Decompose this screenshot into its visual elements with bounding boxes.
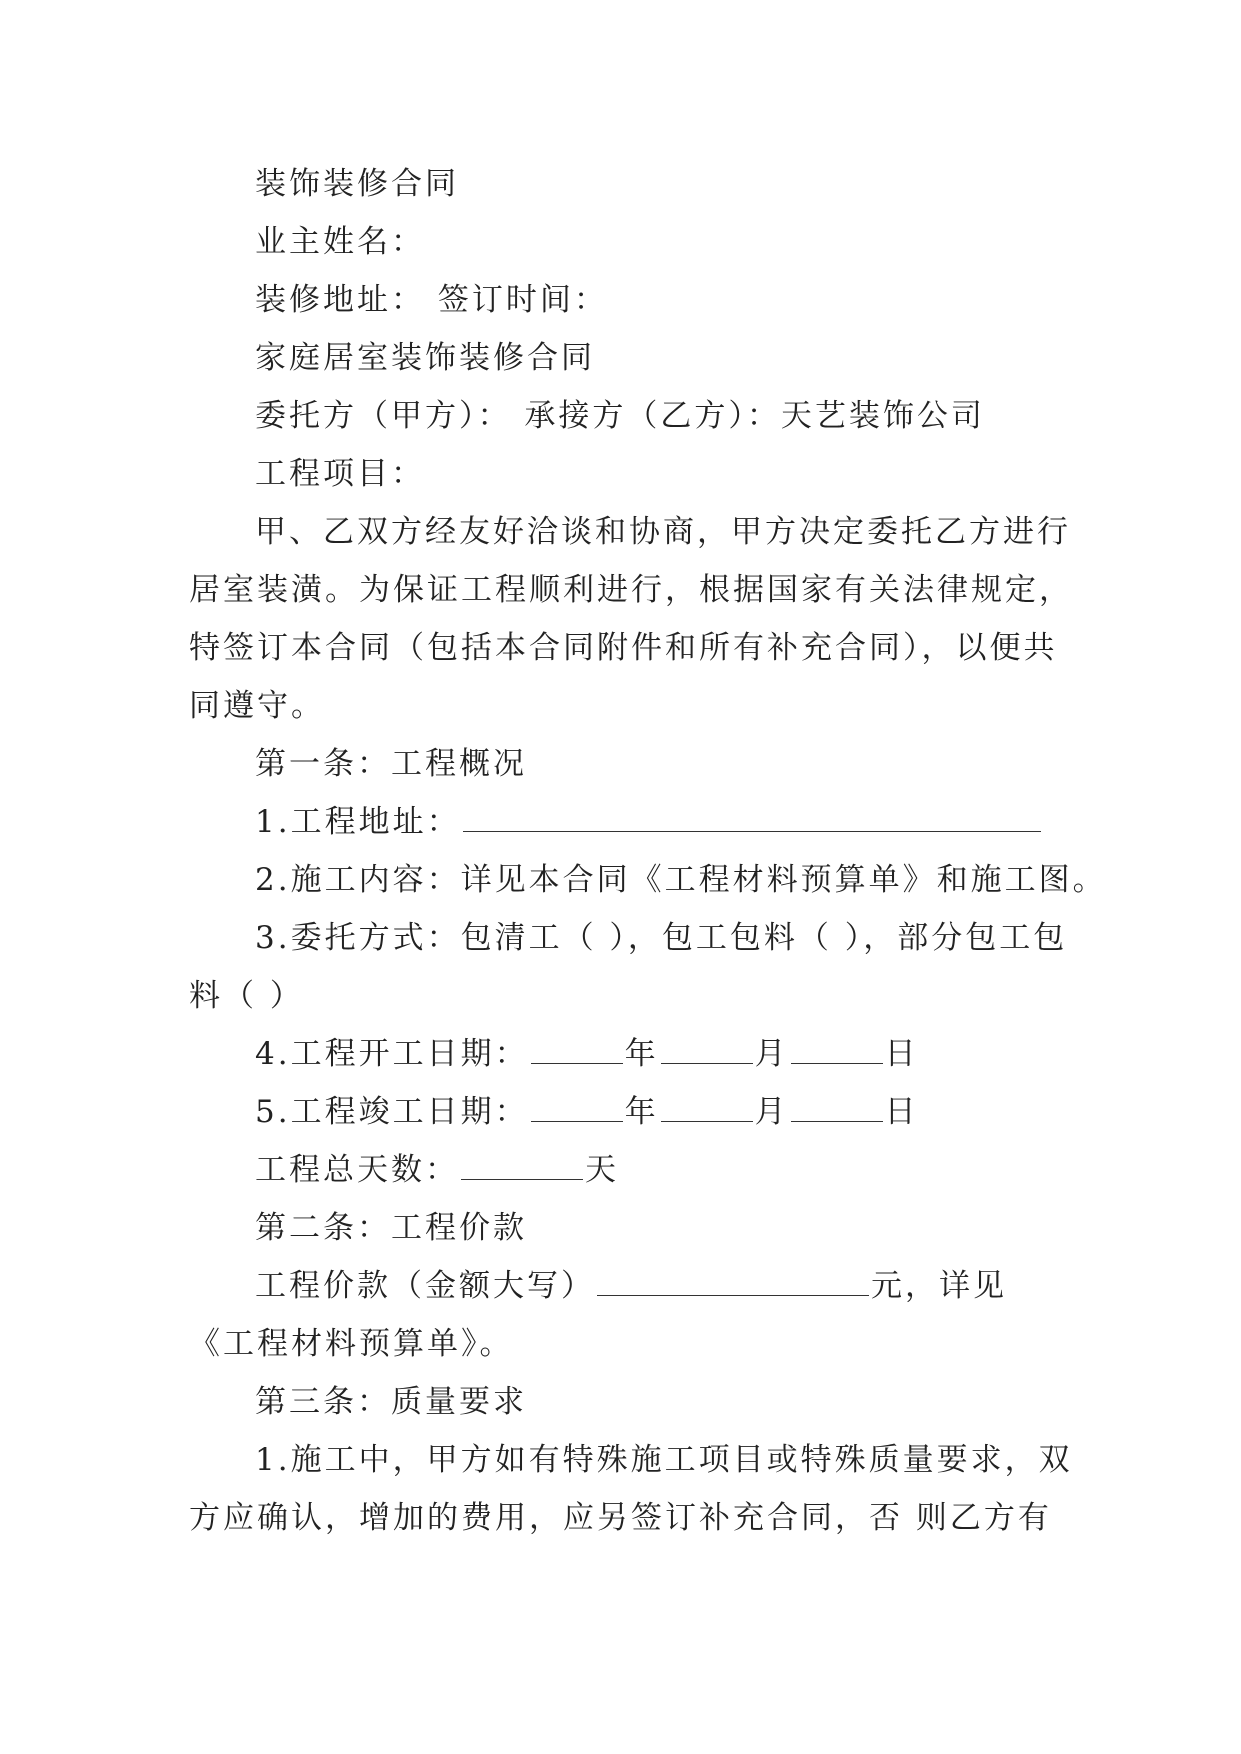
- intro-line-3: 特签订本合同（包括本合同附件和所有补充合同），以便共: [189, 630, 1058, 666]
- commission-method-line-1: 3.委托方式：包清工（ ），包工包料（ ），部分包工包: [255, 920, 1068, 956]
- start-date-line: [189, 1025, 1061, 1083]
- project-address-label: 1.工程地址：: [255, 804, 461, 840]
- start-year-blank: [531, 1033, 623, 1064]
- day-unit: 日: [884, 1094, 919, 1130]
- end-day-blank: [791, 1091, 883, 1122]
- end-date-line: [189, 1083, 1061, 1141]
- month-unit: 月: [754, 1094, 789, 1130]
- year-unit: 年: [624, 1094, 659, 1130]
- intro-line-4: 同遵守。: [189, 688, 325, 724]
- end-date-label: 5.工程竣工日期：: [255, 1094, 529, 1130]
- start-day-blank: [791, 1033, 883, 1064]
- contract-subtitle: 家庭居室装饰装修合同: [255, 340, 595, 376]
- parties-line: [189, 387, 1061, 445]
- intro-line-1: 甲、乙双方经友好洽谈和协商，甲方决定委托乙方进行: [255, 514, 1071, 550]
- quality-line-1: 1.施工中，甲方如有特殊施工项目或特殊质量要求，双: [255, 1442, 1073, 1478]
- party-a-label: 委托方（甲方）：: [255, 398, 512, 434]
- total-days-line: [189, 1141, 1061, 1199]
- day-unit: 日: [884, 1036, 919, 1072]
- intro-line-2: 居室装潢。为保证工程顺利进行，根据国家有关法律规定，: [189, 572, 1073, 608]
- address-sign-time-line: [189, 271, 1061, 329]
- price-suffix: 元，详见: [871, 1268, 1007, 1304]
- project-item-label: 工程项目：: [255, 456, 425, 492]
- total-days-blank: [461, 1149, 583, 1180]
- party-b-label: 承接方（乙方）：天艺装饰公司: [524, 398, 985, 434]
- article-1-heading: 第一条：工程概况: [255, 746, 527, 782]
- price-reference: 《工程材料预算单》。: [189, 1326, 514, 1362]
- construction-content-line: 2.施工内容：详见本合同《工程材料预算单》和施工图。: [255, 862, 1107, 898]
- owner-name-label: 业主姓名：: [255, 224, 425, 260]
- document-body: [189, 155, 1107, 1547]
- sign-time-label: 签订时间：: [437, 282, 608, 318]
- article-2-heading: 第二条：工程价款: [255, 1210, 527, 1246]
- start-date-label: 4.工程开工日期：: [255, 1036, 529, 1072]
- price-label: 工程价款（金额大写）: [255, 1268, 595, 1304]
- price-blank: [597, 1265, 869, 1296]
- year-unit: 年: [624, 1036, 659, 1072]
- quality-line-2: 方应确认，增加的费用，应另签订补充合同，否 则乙方有: [189, 1500, 1052, 1536]
- project-address-line: [189, 793, 1061, 851]
- contract-title: 装饰装修合同: [255, 166, 459, 202]
- project-address-blank: [463, 801, 1041, 832]
- end-month-blank: [661, 1091, 753, 1122]
- end-year-blank: [531, 1091, 623, 1122]
- total-days-label: 工程总天数：: [255, 1152, 459, 1188]
- address-label: 装修地址：: [255, 282, 425, 318]
- price-line: [189, 1257, 1061, 1315]
- article-3-heading: 第三条：质量要求: [255, 1384, 527, 1420]
- commission-method-line-2: 料（ ）: [189, 978, 304, 1014]
- days-unit: 天: [585, 1152, 619, 1188]
- month-unit: 月: [754, 1036, 789, 1072]
- start-month-blank: [661, 1033, 753, 1064]
